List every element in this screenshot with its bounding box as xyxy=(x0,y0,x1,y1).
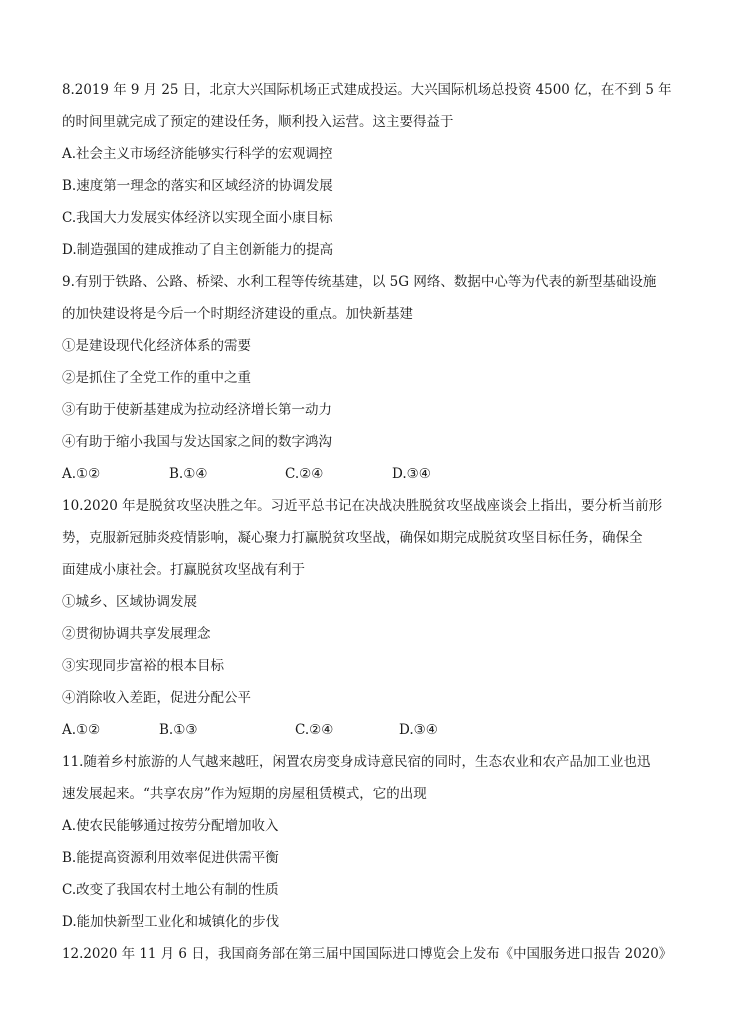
q11-stem-line-2: 速发展起来。“共享农房”作为短期的房屋租赁模式，它的出现 xyxy=(62,786,427,802)
q10-option-d: D.③④ xyxy=(399,722,438,738)
q11-option-c: C.改变了我国农村土地公有制的性质 xyxy=(62,882,279,898)
q8-option-b: B.速度第一理念的落实和区域经济的协调发展 xyxy=(62,178,333,194)
q9-statement-4: ④有助于缩小我国与发达国家之间的数字鸿沟 xyxy=(62,434,332,450)
q10-stem-line-1: 10.2020 年是脱贫攻坚决胜之年。习近平总书记在决战决胜脱贫攻坚战座谈会上指出，要分析当前形 xyxy=(62,498,663,514)
q9-statement-1: ①是建设现代化经济体系的需要 xyxy=(62,338,251,354)
q10-stem-line-2: 势，克服新冠肺炎疫情影响，凝心聚力打赢脱贫攻坚战，确保如期完成脱贫攻坚目标任务，确保全 xyxy=(62,530,643,546)
q10-statement-2: ②贯彻协调共享发展理念 xyxy=(62,626,211,642)
q9-option-c: C.②④ xyxy=(285,466,324,482)
q8-stem-line-1: 8.2019 年 9 月 25 日，北京大兴国际机场正式建成投运。大兴国际机场总投资 4500 亿，在不到 5 年 xyxy=(62,82,672,98)
q10-option-c: C.②④ xyxy=(295,722,334,738)
q10-statement-3: ③实现同步富裕的根本目标 xyxy=(62,658,224,674)
q10-stem-line-3: 面建成小康社会。打赢脱贫攻坚战有利于 xyxy=(62,562,305,578)
q8-option-c: C.我国大力发展实体经济以实现全面小康目标 xyxy=(62,210,333,226)
q10-statement-4: ④消除收入差距，促进分配公平 xyxy=(62,690,251,706)
q9-option-b: B.①④ xyxy=(169,466,208,482)
q10-option-a: A.①② xyxy=(62,722,101,738)
q9-statement-2: ②是抓住了全党工作的重中之重 xyxy=(62,370,251,386)
q9-stem-line-2: 的加快建设将是今后一个时期经济建设的重点。加快新基建 xyxy=(62,306,413,322)
q11-option-a: A.使农民能够通过按劳分配增加收入 xyxy=(62,818,279,834)
q10-statement-1: ①城乡、区域协调发展 xyxy=(62,594,197,610)
q9-option-a: A.①② xyxy=(62,466,101,482)
q11-option-d: D.能加快新型工业化和城镇化的步伐 xyxy=(62,914,280,930)
q8-option-a: A.社会主义市场经济能够实行科学的宏观调控 xyxy=(62,146,333,162)
q8-option-d: D.制造强国的建成推动了自主创新能力的提高 xyxy=(62,242,334,258)
q9-option-d: D.③④ xyxy=(392,466,431,482)
q12-stem-line-1: 12.2020 年 11 月 6 日，我国商务部在第三届中国国际进口博览会上发布《中国服务进口报告 2020》 xyxy=(62,946,673,962)
q8-stem-line-2: 的时间里就完成了预定的建设任务，顺利投入运营。这主要得益于 xyxy=(62,114,454,130)
q10-option-b: B.①③ xyxy=(159,722,198,738)
q9-statement-3: ③有助于使新基建成为拉动经济增长第一动力 xyxy=(62,402,332,418)
q11-stem-line-1: 11.随着乡村旅游的人气越来越旺，闲置农房变身成诗意民宿的同时，生态农业和农产品加工业也迅 xyxy=(62,754,651,770)
q9-stem-line-1: 9.有别于铁路、公路、桥梁、水利工程等传统基建，以 5G 网络、数据中心等为代表的新型基础设施 xyxy=(62,274,657,290)
q11-option-b: B.能提高资源利用效率促进供需平衡 xyxy=(62,850,279,866)
